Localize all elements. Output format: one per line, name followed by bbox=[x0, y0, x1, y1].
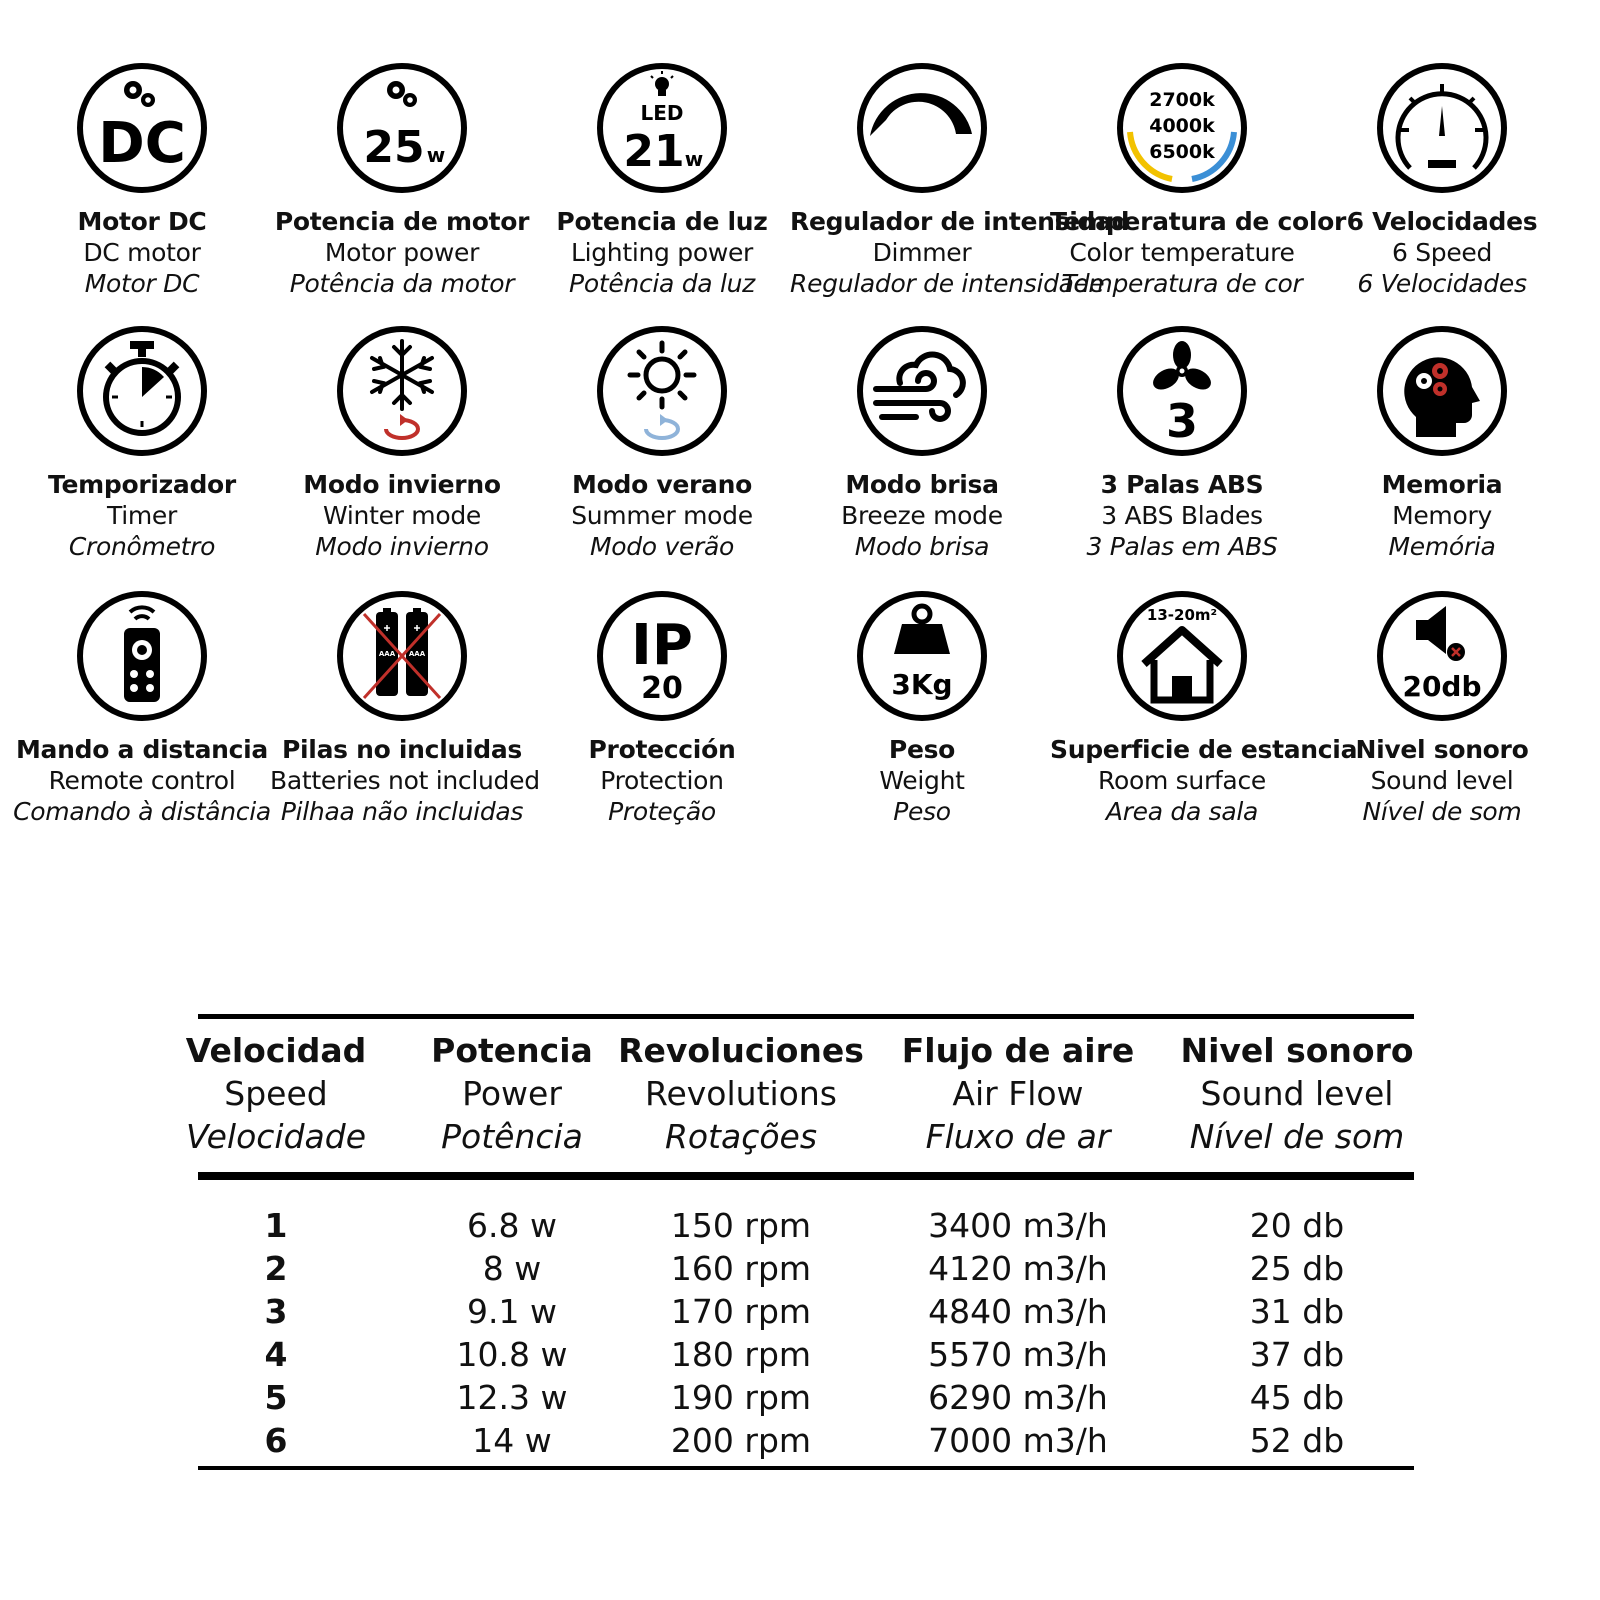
color-temperature-icon bbox=[1116, 62, 1248, 194]
feature-pt: 6 Velocidades bbox=[1357, 269, 1527, 298]
sound-value: 20db bbox=[1402, 670, 1482, 703]
table-cell: 160 rpm bbox=[670, 1249, 812, 1288]
header-es: Revoluciones bbox=[618, 1031, 864, 1070]
power-value: 25 bbox=[363, 122, 425, 173]
table-header-rule bbox=[198, 1172, 1414, 1180]
feature-title: Peso bbox=[888, 735, 956, 764]
feature-title: Temporizador bbox=[48, 470, 236, 499]
header-en: Power bbox=[462, 1074, 562, 1113]
feature-en: Lighting power bbox=[570, 238, 754, 267]
table-cell: 6.8 w bbox=[467, 1206, 557, 1245]
table-cell: 4 bbox=[264, 1335, 288, 1374]
table-cell: 8 w bbox=[482, 1249, 542, 1288]
header-es: Velocidad bbox=[185, 1031, 367, 1070]
feature-en: Sound level bbox=[1370, 766, 1514, 795]
feature-pt: Peso bbox=[893, 797, 951, 826]
feature-pt: Temperatura de cor bbox=[1061, 269, 1303, 298]
feature-en: Weight bbox=[879, 766, 965, 795]
feature-pt: Potência da luz bbox=[569, 269, 755, 298]
feature-pt: Memória bbox=[1388, 532, 1496, 561]
feature-pt: Proteção bbox=[608, 797, 716, 826]
column-revolutions-values bbox=[606, 1204, 876, 1462]
feature-en: Winter mode bbox=[323, 501, 481, 530]
dc-motor-icon bbox=[76, 62, 208, 194]
memory-head-icon bbox=[1376, 325, 1508, 457]
feature-title: Potencia de motor bbox=[274, 207, 530, 236]
header-es: Flujo de aire bbox=[901, 1031, 1135, 1070]
table-cell: 20 db bbox=[1249, 1206, 1345, 1245]
column-header-sound bbox=[1172, 1030, 1422, 1158]
power-unit: w bbox=[426, 143, 446, 167]
table-top-rule bbox=[198, 1014, 1414, 1019]
feature-en: DC motor bbox=[83, 238, 201, 267]
header-pt: Fluxo de ar bbox=[925, 1117, 1111, 1156]
feature-pt: Comando à distância bbox=[13, 797, 271, 826]
table-cell: 180 rpm bbox=[670, 1335, 812, 1374]
feature-en: 6 Speed bbox=[1391, 238, 1493, 267]
feature-pt: Pilhaa não incluidas bbox=[280, 797, 524, 826]
feature-en: Room surface bbox=[1098, 766, 1266, 795]
feature-pt: Modo brisa bbox=[854, 532, 990, 561]
header-es: Nivel sonoro bbox=[1180, 1031, 1414, 1070]
feature-en: Color temperature bbox=[1069, 238, 1295, 267]
feature-pt: Area da sala bbox=[1105, 797, 1259, 826]
feature-title: Nivel sonoro bbox=[1355, 735, 1529, 764]
feature-title: Regulador de intensidad bbox=[790, 207, 1130, 236]
feature-title: Potencia de luz bbox=[556, 207, 768, 236]
table-cell: 4120 m3/h bbox=[928, 1249, 1108, 1288]
ip-text: IP bbox=[631, 613, 693, 678]
speedometer-icon bbox=[1376, 62, 1508, 194]
fan-blades-icon bbox=[1116, 325, 1248, 457]
table-cell: 37 db bbox=[1249, 1335, 1345, 1374]
room-area-text: 13-20m² bbox=[1146, 606, 1218, 624]
dc-text: DC bbox=[98, 111, 186, 176]
header-en: Revolutions bbox=[645, 1074, 837, 1113]
column-speed-values bbox=[158, 1204, 394, 1462]
feature-title: 6 Velocidades bbox=[1346, 207, 1538, 236]
feature-en: Breeze mode bbox=[841, 501, 1003, 530]
feature-en: Dimmer bbox=[872, 238, 972, 267]
feature-title: Mando a distancia bbox=[15, 735, 269, 764]
table-cell: 1 bbox=[264, 1206, 288, 1245]
header-pt: Rotações bbox=[664, 1117, 818, 1156]
weight-value: 3Kg bbox=[891, 668, 953, 701]
feature-title: 3 Palas ABS bbox=[1100, 470, 1264, 499]
feature-en: Motor power bbox=[324, 238, 480, 267]
feature-title: Modo verano bbox=[572, 470, 752, 499]
temp-cool: 6500k bbox=[1149, 141, 1215, 163]
battery-label-right: AAA bbox=[408, 650, 426, 658]
table-cell: 52 db bbox=[1249, 1421, 1345, 1460]
table-cell: 3400 m3/h bbox=[928, 1206, 1108, 1245]
table-cell: 14 w bbox=[472, 1421, 552, 1460]
feature-en: Summer mode bbox=[571, 501, 753, 530]
table-cell: 6290 m3/h bbox=[928, 1378, 1108, 1417]
table-cell: 45 db bbox=[1249, 1378, 1345, 1417]
motor-power-icon bbox=[336, 62, 468, 194]
feature-pt: Modo invierno bbox=[315, 532, 489, 561]
remote-control-icon bbox=[76, 590, 208, 722]
feature-title: Memoria bbox=[1381, 470, 1503, 499]
table-cell: 7000 m3/h bbox=[928, 1421, 1108, 1460]
feature-title: Modo brisa bbox=[845, 470, 999, 499]
weight-icon bbox=[856, 590, 988, 722]
table-cell: 3 bbox=[264, 1292, 288, 1331]
feature-en: Memory bbox=[1392, 501, 1492, 530]
sun-icon bbox=[596, 325, 728, 457]
dimmer-icon bbox=[856, 62, 988, 194]
header-pt: Potência bbox=[441, 1117, 583, 1156]
table-cell: 200 rpm bbox=[670, 1421, 812, 1460]
table-cell: 2 bbox=[264, 1249, 288, 1288]
table-cell: 150 rpm bbox=[670, 1206, 812, 1245]
temp-neutral: 4000k bbox=[1149, 115, 1215, 137]
feature-title: Superficie de estancia bbox=[1050, 735, 1358, 764]
feature-title: Modo invierno bbox=[303, 470, 501, 499]
table-cell: 10.8 w bbox=[456, 1335, 568, 1374]
table-cell: 5 bbox=[264, 1378, 288, 1417]
feature-pt: Potência da motor bbox=[289, 269, 515, 298]
feature-pt: Regulador de intensidade bbox=[790, 269, 1105, 298]
room-surface-icon bbox=[1116, 590, 1248, 722]
table-cell: 170 rpm bbox=[670, 1292, 812, 1331]
header-en: Air Flow bbox=[952, 1074, 1084, 1113]
header-en: Speed bbox=[224, 1074, 328, 1113]
table-cell: 12.3 w bbox=[456, 1378, 568, 1417]
header-es: Potencia bbox=[431, 1031, 593, 1070]
temp-warm: 2700k bbox=[1149, 89, 1215, 111]
table-bottom-rule bbox=[198, 1466, 1414, 1470]
header-pt: Velocidade bbox=[185, 1117, 367, 1156]
column-header-revolutions bbox=[606, 1030, 876, 1158]
feature-title: Motor DC bbox=[77, 207, 207, 236]
breeze-icon bbox=[856, 325, 988, 457]
feature-pt: Modo verão bbox=[589, 532, 735, 561]
light-value: 21 bbox=[623, 126, 685, 177]
column-header-airflow bbox=[888, 1030, 1148, 1158]
snowflake-icon bbox=[336, 325, 468, 457]
sound-level-icon bbox=[1376, 590, 1508, 722]
feature-en: Protection bbox=[600, 766, 724, 795]
column-header-power bbox=[394, 1030, 630, 1158]
table-cell: 190 rpm bbox=[670, 1378, 812, 1417]
led-power-icon bbox=[596, 62, 728, 194]
feature-pt: Motor DC bbox=[84, 269, 200, 298]
column-header-speed bbox=[158, 1030, 394, 1158]
feature-en: Remote control bbox=[48, 766, 236, 795]
feature-title: Temperatura de color bbox=[1050, 207, 1347, 236]
blade-count: 3 bbox=[1165, 394, 1199, 448]
led-text: LED bbox=[640, 101, 684, 125]
ip-rating-icon bbox=[596, 590, 728, 722]
feature-en: Timer bbox=[107, 501, 177, 530]
header-pt: Nível de som bbox=[1189, 1117, 1405, 1156]
table-cell: 9.1 w bbox=[467, 1292, 557, 1331]
column-sound-values bbox=[1172, 1204, 1422, 1462]
table-cell: 4840 m3/h bbox=[928, 1292, 1108, 1331]
batteries-not-included-icon bbox=[336, 590, 468, 722]
feature-en: Batteries not included bbox=[270, 766, 540, 795]
feature-pt: Cronômetro bbox=[68, 532, 216, 561]
feature-pt: Nível de som bbox=[1362, 797, 1522, 826]
feature-en: 3 ABS Blades bbox=[1101, 501, 1263, 530]
stopwatch-icon bbox=[76, 325, 208, 457]
table-cell: 25 db bbox=[1249, 1249, 1345, 1288]
header-en: Sound level bbox=[1200, 1074, 1394, 1113]
feature-title: Protección bbox=[588, 735, 736, 764]
battery-label-left: AAA bbox=[378, 650, 396, 658]
table-cell: 31 db bbox=[1249, 1292, 1345, 1331]
table-cell: 6 bbox=[264, 1421, 288, 1460]
column-airflow-values bbox=[888, 1204, 1148, 1462]
ip-value: 20 bbox=[641, 671, 683, 706]
feature-pt: 3 Palas em ABS bbox=[1086, 532, 1278, 561]
light-unit: w bbox=[684, 147, 704, 171]
table-cell: 5570 m3/h bbox=[928, 1335, 1108, 1374]
column-power-values bbox=[394, 1204, 630, 1462]
feature-title: Pilas no incluidas bbox=[282, 735, 522, 764]
